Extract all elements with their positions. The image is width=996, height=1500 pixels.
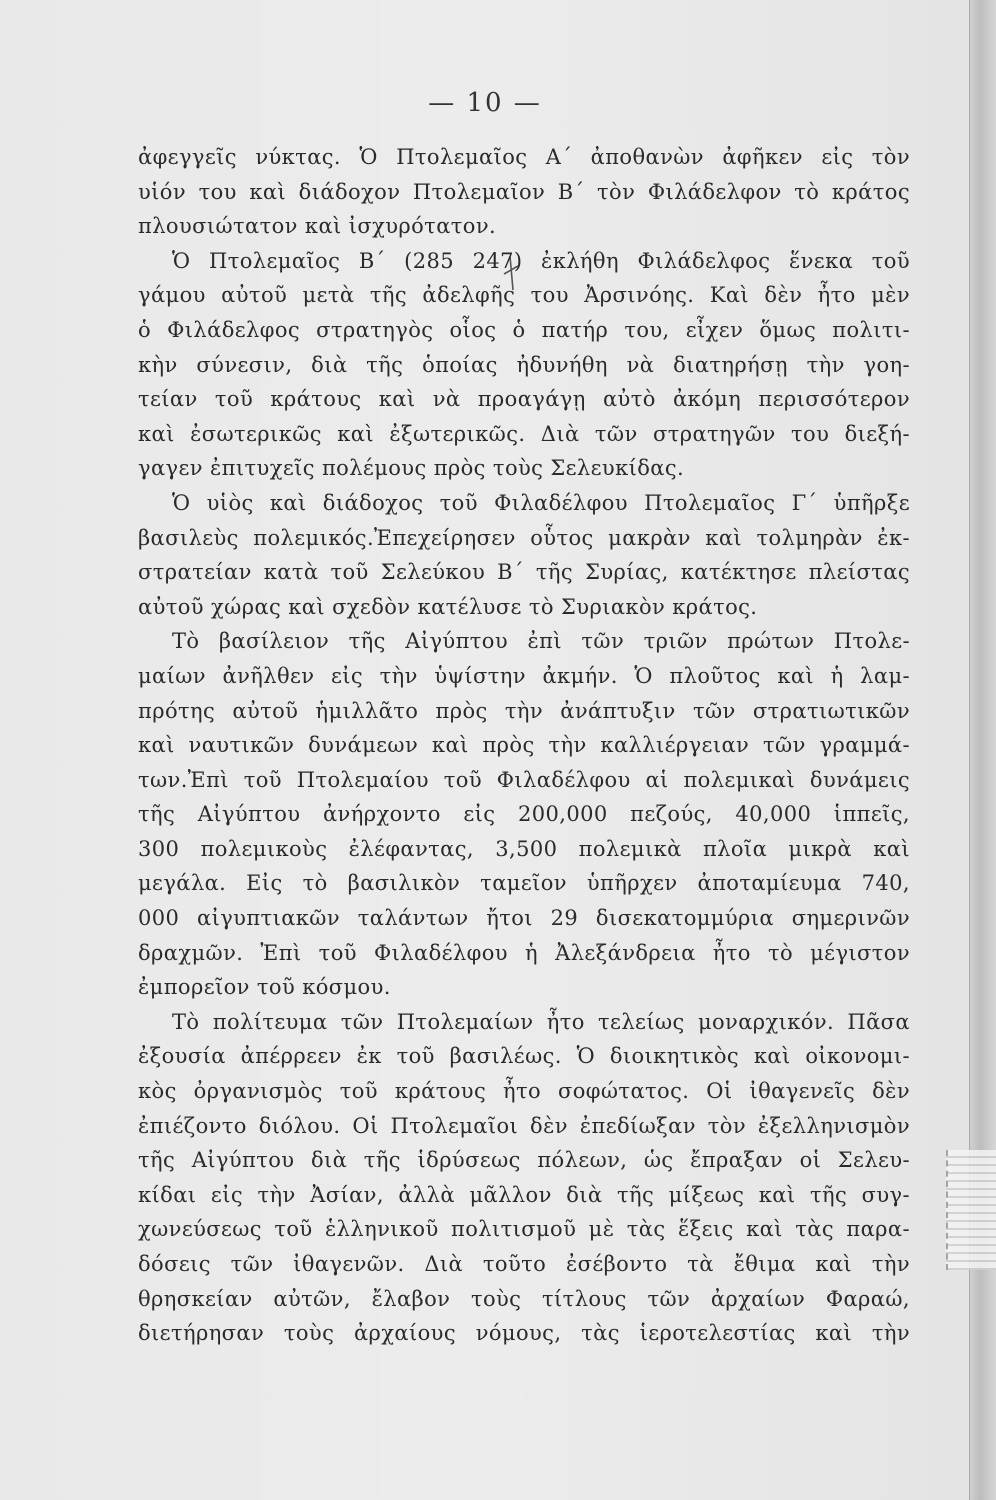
text-line: ἀφεγγεῖς νύκτας. Ὁ Πτολεμαῖος Α΄ ἀποθανὼν ἀφῆκεν εἰς τὸν: [138, 145, 910, 169]
text-line: Ὁ υἱὸς καὶ διάδοχος τοῦ Φιλαδέλφου Πτολεμαῖος Γ΄ ὑπῆρξε: [172, 490, 910, 515]
text-line: ἐξουσία ἀπέρρεεν ἐκ τοῦ βασιλέως. Ὁ διοικητικὸς καὶ οἰκονομι-: [138, 1044, 910, 1069]
text-line: δόσεις τῶν ἰθαγενῶν. Διὰ τοῦτο ἐσέβοντο τὰ ἔθιμα καὶ τὴν: [138, 1252, 910, 1276]
body-text: [138, 140, 910, 1351]
text-line: μεγάλα. Εἰς τὸ βασιλικὸν ταμεῖον ὑπῆρχεν ἀποταμίευμα 740,: [138, 871, 910, 896]
text-line: Ὁ Πτολεμαῖος Β΄ (285 247) ἐκλήθη Φιλάδελφος ἕνεκα τοῦ: [172, 248, 910, 273]
text-line: 300 πολεμικοὺς ἐλέφαντας, 3,500 πολεμικὰ πλοῖα μικρὰ καὶ: [138, 836, 910, 861]
text-line: θρησκείαν αὐτῶν, ἔλαβον τοὺς τίτλους τῶν ἀρχαίων Φαραώ,: [138, 1286, 910, 1311]
text-line: γαγεν ἐπιτυχεῖς πολέμους πρὸς τοὺς Σελευκίδας.: [138, 456, 685, 481]
text-line: πλουσιώτατον καὶ ἰσχυρότατον.: [138, 214, 497, 239]
text-line: Τὸ βασίλειον τῆς Αἰγύπτου ἐπὶ τῶν τριῶν πρώτων Πτολε-: [172, 629, 910, 654]
text-line: τῆς Αἰγύπτου ἀνήρχοντο εἰς 200,000 πεζούς, 40,000 ἱππεῖς,: [138, 802, 910, 827]
torn-edge: [946, 1150, 996, 1270]
text-line: ὁ Φιλάδελφος στρατηγὸς οἷος ὁ πατήρ του, εἶχεν ὅμως πολιτι-: [138, 317, 910, 342]
text-line: καὶ ναυτικῶν δυνάμεων καὶ πρὸς τὴν καλλιέργειαν τῶν γραμμά-: [138, 733, 910, 758]
text-line: 000 αἰγυπτιακῶν ταλάντων ἤτοι 29 δισεκατομμύρια σημερινῶν: [138, 906, 910, 931]
text-line: δραχμῶν. Ἐπὶ τοῦ Φιλαδέλφου ἡ Ἀλεξάνδρεια ἦτο τὸ μέγιστον: [138, 940, 910, 965]
text-line: πρότης αὐτοῦ ἡμιλλᾶτο πρὸς τὴν ἀνάπτυξιν τῶν στρατιωτικῶν: [138, 698, 910, 723]
text-line: τείαν τοῦ κράτους καὶ νὰ προαγάγῃ αὐτὸ ἀκόμη περισσότερον: [138, 387, 910, 412]
text-line: κίδαι εἰς τὴν Ἀσίαν, ἀλλὰ μᾶλλον διὰ τῆς μίξεως καὶ τῆς συγ-: [138, 1182, 910, 1207]
text-line: τῆς Αἰγύπτου διὰ τῆς ἱδρύσεως πόλεων, ὡς ἔπραξαν οἱ Σελευ-: [138, 1148, 910, 1173]
text-line: διετήρησαν τοὺς ἀρχαίους νόμους, τὰς ἱεροτελεστίας καὶ τὴν: [138, 1321, 910, 1346]
text-line: κὴν σύνεσιν, διὰ τῆς ὁποίας ἠδυνήθη νὰ διατηρήσῃ τὴν γοη-: [138, 352, 910, 377]
text-line: αὐτοῦ χώρας καὶ σχεδὸν κατέλυσε τὸ Συριακὸν κράτος.: [138, 594, 758, 619]
text-line: Τὸ πολίτευμα τῶν Πτολεμαίων ἦτο τελείως μοναρχικόν. Πᾶσα: [172, 1009, 910, 1034]
text-line: των.Ἐπὶ τοῦ Πτολεμαίου τοῦ Φιλαδέλφου αἱ πολεμικαὶ δυνάμεις: [138, 767, 910, 792]
text-line: καὶ ἐσωτερικῶς καὶ ἐξωτερικῶς. Διὰ τῶν στρατηγῶν του διεξή-: [138, 421, 910, 446]
text-line: ἐμπορεῖον τοῦ κόσμου.: [138, 975, 391, 1000]
text-line: μαίων ἀνῆλθεν εἰς τὴν ὑψίστην ἀκμήν. Ὁ πλοῦτος καὶ ἡ λαμ-: [138, 663, 910, 688]
text-line: χωνεύσεως τοῦ ἑλληνικοῦ πολιτισμοῦ μὲ τὰς ἕξεις καὶ τὰς παρα-: [138, 1217, 910, 1242]
text-line: γάμου αὐτοῦ μετὰ τῆς ἀδελφῆς του Ἀρσινόης. Καὶ δὲν ἦτο μὲν: [138, 283, 910, 308]
text-line: ἐπιέζοντο διόλου. Οἱ Πτολεμαῖοι δὲν ἐπεδίωξαν τὸν ἐξελληνισμὸν: [138, 1113, 910, 1138]
text-line: υἱόν του καὶ διάδοχον Πτολεμαῖον Β΄ τὸν Φιλάδελφον τὸ κράτος: [138, 179, 910, 204]
text-line: στρατείαν κατὰ τοῦ Σελεύκου Β΄ τῆς Συρίας, κατέκτησε πλείστας: [138, 560, 910, 585]
page-number: — 10 —: [428, 88, 542, 118]
text-line: βασιλεὺς πολεμικός.Ἐπεχείρησεν οὗτος μακρὰν καὶ τολμηρὰν ἐκ-: [138, 525, 910, 550]
text-line: κὸς ὀργανισμὸς τοῦ κράτους ἦτο σοφώτατος. Οἱ ἰθαγενεῖς δὲν: [138, 1079, 910, 1104]
page-gutter: [969, 0, 996, 1500]
